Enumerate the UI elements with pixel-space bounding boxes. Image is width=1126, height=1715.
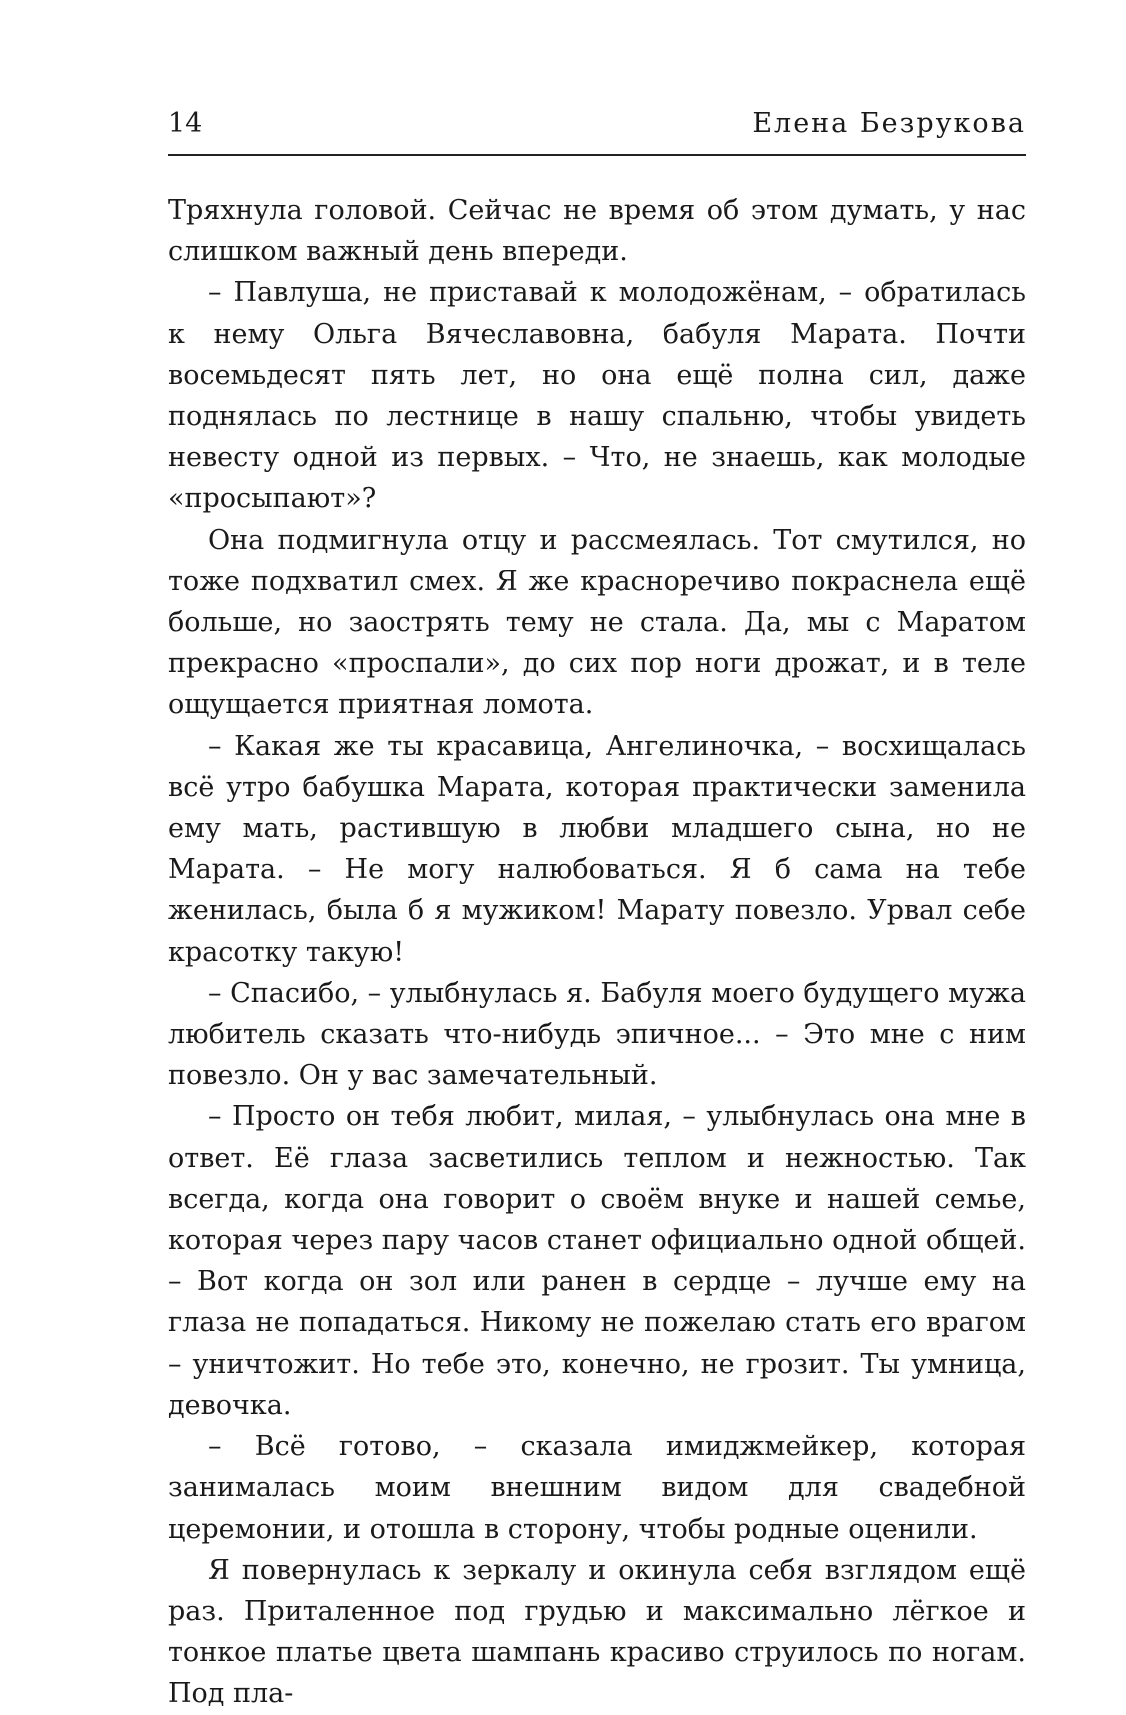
body-text <box>168 190 1026 1715</box>
paragraph: Тряхнула головой. Сейчас не время об этом думать, у нас слишком важный день впереди. <box>168 195 1026 268</box>
author-name: Елена Безрукова <box>752 108 1026 139</box>
paragraph: Она подмигнула отцу и рассмеялась. Тот смутился, но тоже подхватил смех. Я же красноречиво покраснела ещё больше, но заострять тему не стала. Да, мы с Маратом прекрасно «проспали», до сих пор ноги дрожат, и в теле ощущается приятная ломота. <box>168 524 1026 721</box>
book-page <box>168 0 1026 1710</box>
page-number: 14 <box>168 108 203 139</box>
paragraph: – Павлуша, не приставай к молодожёнам, – обратилась к нему Ольга Вячеславовна, бабуля Марата. Почти восемьдесят пять лет, но она ещё полна сил, даже поднялась по лестнице в нашу спальню, чтобы увидеть невесту одной из первых. – Что, не знаешь, как молодые «просыпают»? <box>168 277 1026 515</box>
header-rule <box>168 154 1026 156</box>
paragraph: – Всё готово, – сказала имиджмейкер, которая занималась моим внешним видом для свадебной церемонии, и отошла в сторону, чтобы родные оценили. <box>168 1431 1026 1545</box>
running-head <box>168 106 1026 150</box>
paragraph: – Просто он тебя любит, милая, – улыбнулась она мне в ответ. Её глаза засветились теплом и нежностью. Так всегда, когда она говорит о своём внуке и нашей семье, которая через пару часов станет официально одной общей. – Вот когда он зол или ранен в сердце – лучше ему на глаза не попадаться. Никому не пожелаю стать его врагом – уничтожит. Но тебе это, конечно, не грозит. Ты умница, девочка. <box>168 1101 1026 1421</box>
paragraph: – Спасибо, – улыбнулась я. Бабуля моего будущего мужа любитель сказать что-нибудь эпичное... – Это мне с ним повезло. Он у вас замечательный. <box>168 977 1026 1092</box>
paragraph: Я повернулась к зеркалу и окинула себя взглядом ещё раз. Приталенное под грудью и максимально лёгкое и тонкое платье цвета шампань красиво струилось по ногам. Под пла- <box>168 1554 1026 1710</box>
paragraph: – Какая же ты красавица, Ангелиночка, – восхищалась всё утро бабушка Марата, которая практически заменила ему мать, растившую в любви младшего сына, но не Марата. – Не могу налюбоваться. Я б сама на тебе женилась, была б я мужиком! Марату повезло. Урвал себе красотку такую! <box>168 730 1026 968</box>
